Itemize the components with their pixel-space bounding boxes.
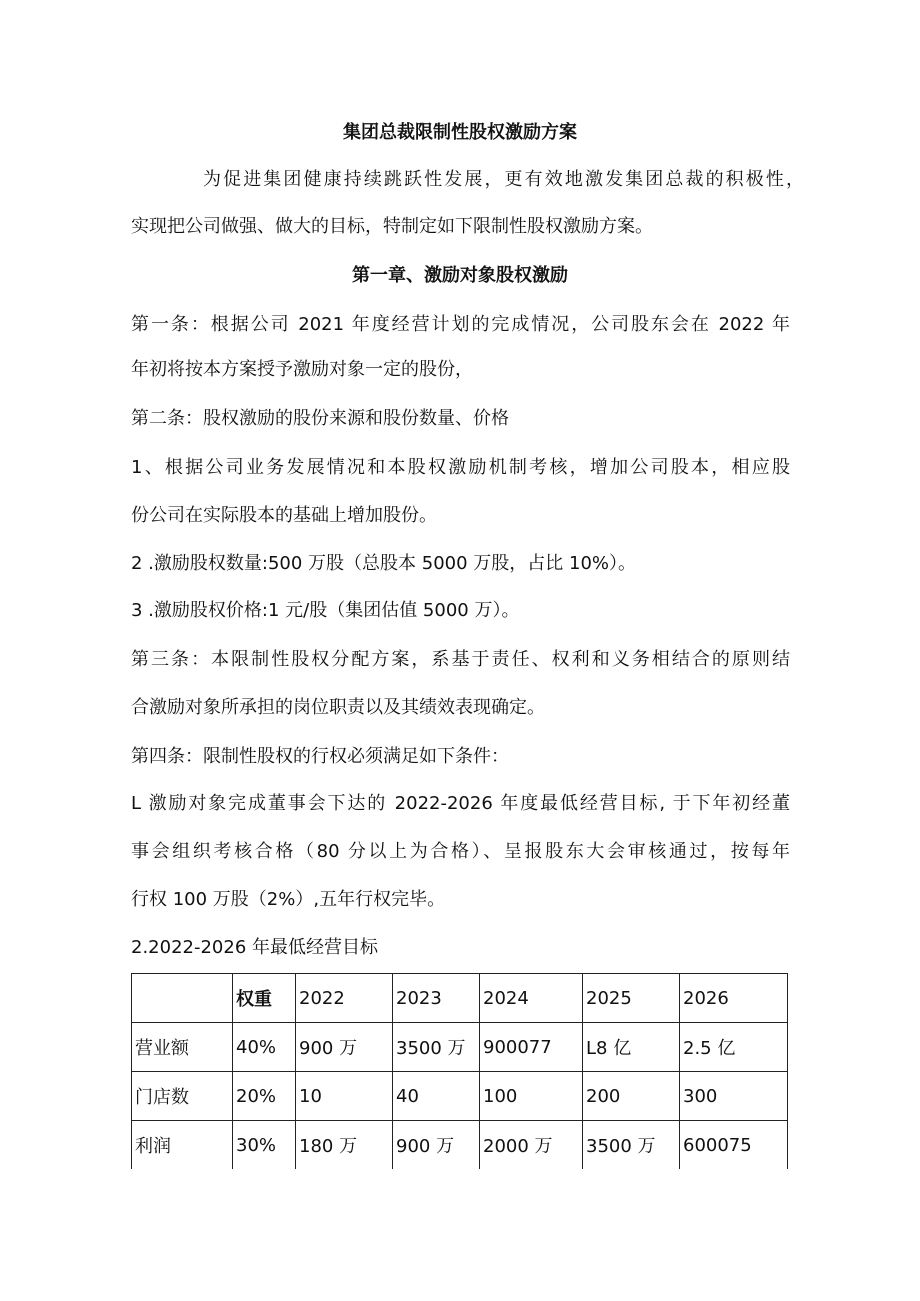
- table-cell: 利润: [132, 1121, 233, 1170]
- targets-table: [131, 973, 788, 1169]
- article-3-line-1: 第三条：本限制性股权分配方案，系基于责任、权利和义务相结合的原则结: [131, 649, 790, 670]
- table-cell: 10: [296, 1072, 393, 1121]
- article-2-heading: 第二条：股权激励的股份来源和股份数量、价格: [131, 408, 509, 429]
- table-cell: 40: [393, 1072, 480, 1121]
- table-row: [132, 1072, 788, 1121]
- article-4-item-1-line-1: L 激励对象完成董事会下达的 2022-2026 年度最低经营目标, 于下年初经董: [131, 793, 790, 814]
- table-cell: 营业额: [132, 1023, 233, 1072]
- table-row: [132, 1121, 788, 1170]
- table-header-cell: 2024: [480, 974, 583, 1023]
- table-cell: 200: [583, 1072, 680, 1121]
- article-4-item-1-line-2: 事会组织考核合格（80 分以上为合格）、呈报股东大会审核通过，按每年: [131, 841, 790, 862]
- table-cell: 3500 万: [393, 1023, 480, 1072]
- table-header-cell: 权重: [233, 974, 296, 1023]
- table-header-cell: 2023: [393, 974, 480, 1023]
- table-cell: 2000 万: [480, 1121, 583, 1170]
- article-4-heading: 第四条：限制性股权的行权必须满足如下条件：: [131, 746, 509, 767]
- table-cell: 900 万: [393, 1121, 480, 1170]
- article-2-item-1-line-1: 1、根据公司业务发展情况和本股权激励机制考核，增加公司股本，相应股: [131, 457, 790, 478]
- table-cell: 2.5 亿: [680, 1023, 788, 1072]
- table-cell: L8 亿: [583, 1023, 680, 1072]
- article-2-item-2: 2 .激励股权数量:500 万股（总股本 5000 万股，占比 10%）。: [131, 553, 637, 574]
- intro-paragraph-line-1: 为促进集团健康持续跳跃性发展，更有效地激发集团总裁的积极性，: [203, 169, 804, 190]
- table-cell: 900 万: [296, 1023, 393, 1072]
- table-cell: 300: [680, 1072, 788, 1121]
- article-3-line-2: 合激励对象所承担的岗位职责以及其绩效表现确定。: [131, 697, 545, 718]
- document-title: 集团总裁限制性股权激励方案: [343, 122, 577, 143]
- article-4-item-1-line-3: 行权 100 万股（2%）,五年行权完毕。: [131, 889, 446, 910]
- table-cell: 900077: [480, 1023, 583, 1072]
- table-cell: 600075: [680, 1121, 788, 1170]
- article-2-item-1-line-2: 份公司在实际股本的基础上增加股份。: [131, 505, 437, 526]
- table-row: [132, 1023, 788, 1072]
- table-cell: 40%: [233, 1023, 296, 1072]
- table-cell: 180 万: [296, 1121, 393, 1170]
- table-header-row: [132, 974, 788, 1023]
- table-cell: 20%: [233, 1072, 296, 1121]
- table-header-cell: 2026: [680, 974, 788, 1023]
- intro-paragraph-line-2: 实现把公司做强、做大的目标，特制定如下限制性股权激励方案。: [131, 216, 653, 237]
- table-cell: 3500 万: [583, 1121, 680, 1170]
- table-cell: 门店数: [132, 1072, 233, 1121]
- table-cell: 30%: [233, 1121, 296, 1170]
- table-header-cell: [132, 974, 233, 1023]
- article-1-line-1: 第一条：根据公司 2021 年度经营计划的完成情况，公司股东会在 2022 年: [131, 314, 790, 335]
- table-header-cell: 2022: [296, 974, 393, 1023]
- chapter-heading: 第一章、激励对象股权激励: [352, 265, 568, 286]
- table-cell: 100: [480, 1072, 583, 1121]
- article-4-item-2: 2.2022-2026 年最低经营目标: [131, 937, 379, 958]
- article-1-line-2: 年初将按本方案授予激励对象一定的股份，: [131, 359, 473, 380]
- table-header-cell: 2025: [583, 974, 680, 1023]
- article-2-item-3: 3 .激励股权价格:1 元/股（集团估值 5000 万）。: [131, 600, 520, 621]
